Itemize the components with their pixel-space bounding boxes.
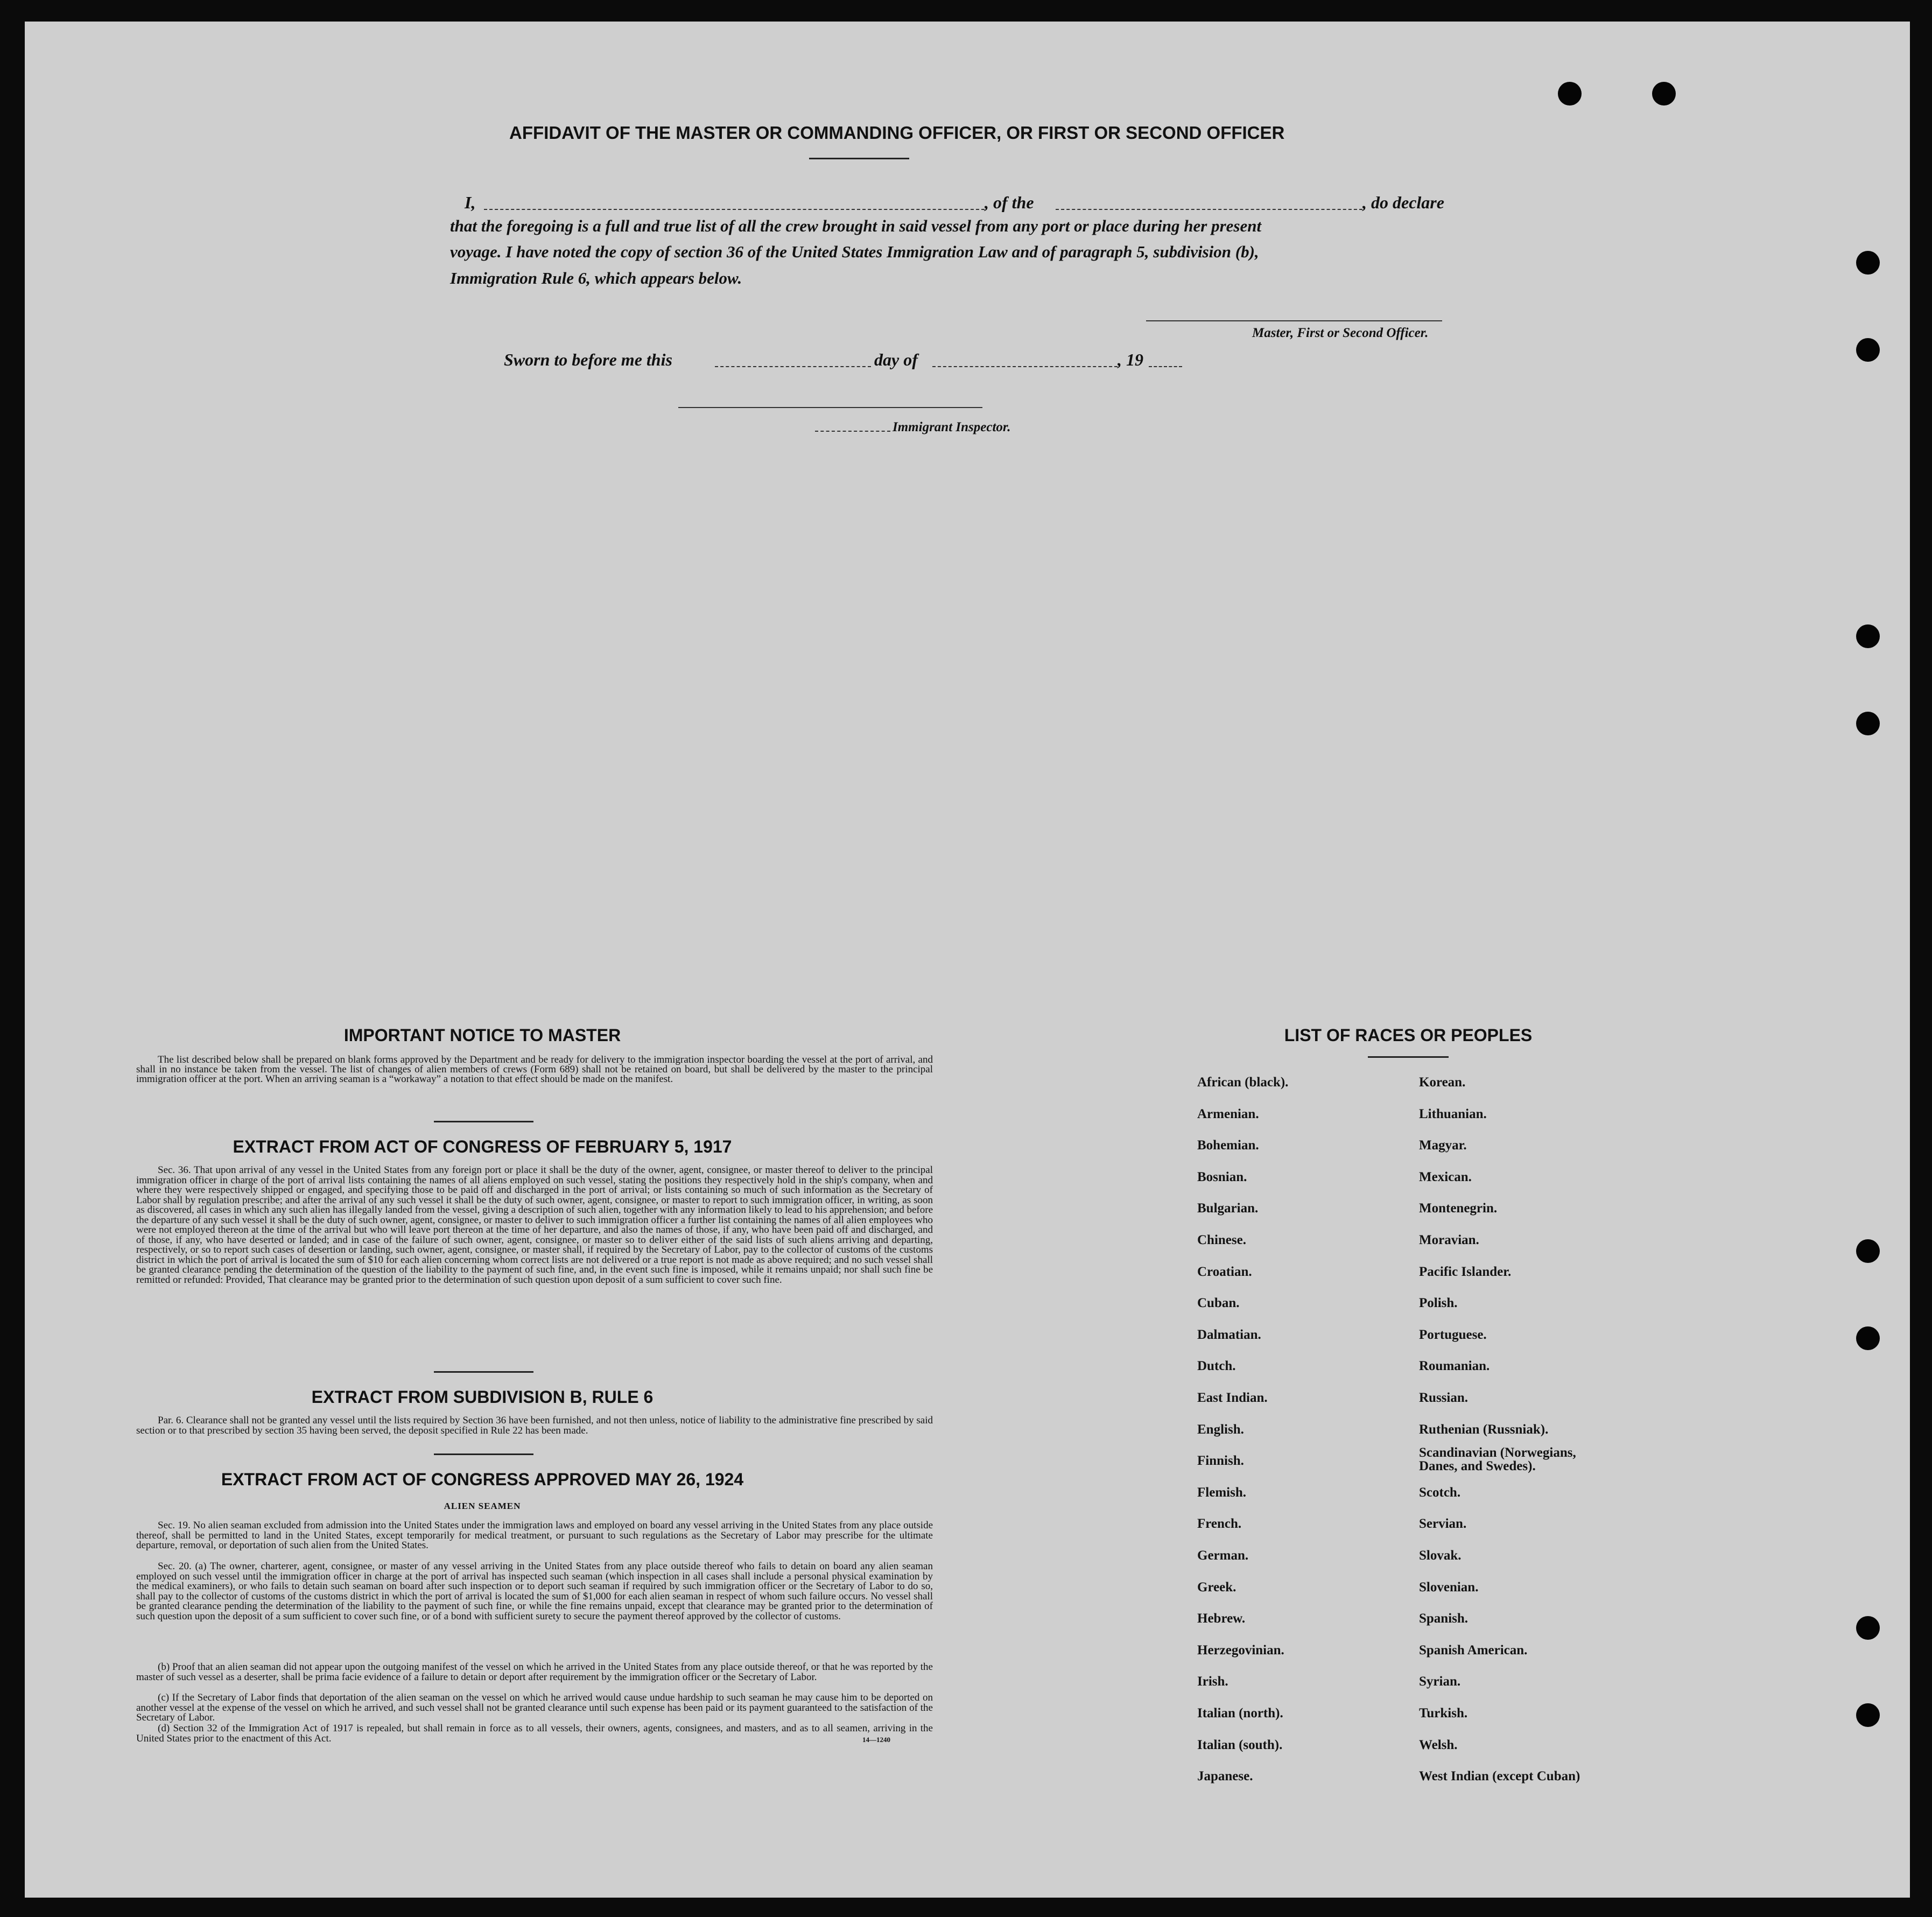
- extract-1917-title: EXTRACT FROM ACT OF CONGRESS OF FEBRUARY 5, 1917: [233, 1137, 732, 1156]
- race-item: Chinese.: [1197, 1233, 1246, 1247]
- race-item: French.: [1197, 1516, 1242, 1532]
- notice-text: The list described below shall be prepared on blank forms approved by the Department and be ready for delivery to the immigration inspector boarding the vessel at the port of arrival, and shall in no instance be taken from the vessel. The list of changes of alien members of crews (Form 689) shall not be retained on board, but shall be delivered by the master to the principal immigration officer at the port. When an arriving seaman is a “workaway” a notation to that effect should be made on the manifest.: [136, 1054, 933, 1085]
- race-item: Scandinavian (Norwegians, Danes, and Swedes).: [1419, 1445, 1576, 1474]
- race-item: East Indian.: [1197, 1391, 1268, 1405]
- race-item: Finnish.: [1197, 1453, 1244, 1469]
- master-signature-line[interactable]: [1146, 320, 1442, 321]
- race-item: Greek.: [1197, 1579, 1237, 1595]
- form-number: 14—1240: [862, 1736, 890, 1744]
- race-item: Slovak.: [1419, 1548, 1462, 1563]
- punch-hole: [1856, 1239, 1880, 1263]
- vessel-field[interactable]: [1056, 209, 1362, 210]
- affidavit-line-4: Immigration Rule 6, which appears below.: [450, 269, 742, 287]
- race-item: Cuban.: [1197, 1296, 1240, 1311]
- year-label: , 19: [1118, 350, 1143, 369]
- race-item: Hebrew.: [1197, 1611, 1246, 1626]
- notice-title: IMPORTANT NOTICE TO MASTER: [343, 1026, 621, 1045]
- extract-1924-title: EXTRACT FROM ACT OF CONGRESS APPROVED MAY 26, 1924: [221, 1470, 744, 1489]
- sec-20c-text: (c) If the Secretary of Labor finds that deportation of the alien seaman on the vessel on which he arrived would cause undue hardship to such seaman he may cause him to be deported on another vessel at the expense of the vessel on which he arrived, and such vessel shall not be granted clearance until such expense has been paid or its payment guaranteed to the satisfaction of the Secretary of Labor.: [136, 1692, 933, 1723]
- divider: [434, 1453, 533, 1455]
- punch-hole: [1856, 1326, 1880, 1350]
- race-item: Russian.: [1419, 1391, 1469, 1405]
- race-item: Mexican.: [1419, 1169, 1472, 1184]
- affidavit-i-label: I,: [465, 193, 476, 212]
- race-item: Turkish.: [1419, 1706, 1468, 1721]
- race-item: Irish.: [1197, 1674, 1228, 1689]
- race-item: Italian (north).: [1197, 1706, 1283, 1721]
- race-item: Lithuanian.: [1419, 1106, 1487, 1121]
- inspector-signature-line[interactable]: [678, 407, 982, 408]
- punch-hole: [1856, 1703, 1880, 1727]
- race-item: Bohemian.: [1197, 1138, 1259, 1153]
- race-item: Spanish.: [1419, 1611, 1469, 1626]
- race-item: Magyar.: [1419, 1138, 1467, 1153]
- divider: [809, 158, 909, 159]
- race-item: Pacific Islander.: [1419, 1264, 1512, 1279]
- race-item: Dalmatian.: [1197, 1327, 1261, 1342]
- divider: [434, 1371, 533, 1373]
- race-item: Herzegovinian.: [1197, 1642, 1284, 1658]
- race-item: Syrian.: [1419, 1674, 1461, 1689]
- sec-20b-text: (b) Proof that an alien seaman did not appear upon the outgoing manifest of the vessel on which he arrived in the United States from any place outside thereof, or that he was reported by the master of such vessel as a deserter, shall be prima facie evidence of a failure to detain or deport after requirement by the immigration officer or the Secretary of Labor.: [136, 1661, 933, 1683]
- race-item: Scotch.: [1419, 1485, 1461, 1500]
- race-item: Polish.: [1419, 1296, 1458, 1311]
- race-item: Roumanian.: [1419, 1359, 1490, 1374]
- race-item: Servian.: [1419, 1516, 1467, 1532]
- race-item: Bulgarian.: [1197, 1201, 1259, 1216]
- race-item: African (black).: [1197, 1075, 1289, 1090]
- alien-seamen-subtitle: ALIEN SEAMEN: [444, 1501, 521, 1511]
- affidavit-line-2: that the foregoing is a full and true list of all the crew brought in said vessel from any port or place during her present: [450, 216, 1262, 235]
- affidavit-declare-label: , do declare: [1362, 193, 1444, 212]
- punch-hole: [1856, 624, 1880, 648]
- punch-hole: [1856, 712, 1880, 735]
- manifest-page: [25, 22, 1910, 1898]
- inspector-prefix-line: [815, 431, 890, 432]
- sworn-month-field[interactable]: [932, 366, 1118, 367]
- extract-1917-text: Sec. 36. That upon arrival of any vessel in the United States from any foreign port or place it shall be the duty of the owner, agent, consignee, or master thereof to deliver to the principal immigration officer in charge of the port of arrival lists containing the names of all aliens employed on such vessel, stating the positions they respectively hold in the ship's company, when and where they were respectively shipped or engaged, and specifying those to be paid off and discharged in the port of arrival; or lists containing so much of such information as the Secretary of Labor shall by regulation prescribe; and after the arrival of any such vessel it shall be the duty of such owner, agent, consignee, or master to report to such immigration officer, in writing, as soon as discovered, all cases in which any such alien has illegally landed from the vessel, giving a description of such alien, together with any information likely to lead to his apprehension; and before the departure of any such vessel it shall be the duty of such owner, agent, consignee, or master to deliver to such immigration officer a further list containing the names of all alien employees who were not employed thereon at the time of the arrival but who will leave port thereon at the time of her departure, and also the names of those, if any, who have been paid off and discharged, and of those, if any, who have deserted or landed; and in case of the failure of such owner, agent, consignee, or master so to deliver either of the said lists of such aliens arriving and departing, respectively, or so to report such cases of desertion or landing, such owner, agent, consignee, or master shall, if required by the Secretary of Labor, pay to the collector of customs of the customs district in which the port of arrival is located the sum of $10 for each alien concerning whom correct lists are not delivered or a true report is not made as above required; and no such vessel shall be granted clearance pending the determination of the question of the liability to the payment of such fine, and, in the event such fine is imposed, while it remains unpaid; nor shall such fine be remitted or refunded: Provided, That clearance may be granted prior to the determination of such question upon deposit of a sum sufficient to cover such fine.: [136, 1164, 933, 1286]
- race-item: Bosnian.: [1197, 1169, 1247, 1184]
- race-item: Dutch.: [1197, 1359, 1236, 1374]
- affidavit-title: AFFIDAVIT OF THE MASTER OR COMMANDING OFFICER, OR FIRST OR SECOND OFFICER: [509, 123, 1285, 143]
- extract-rule6-text: Par. 6. Clearance shall not be granted any vessel until the lists required by Section 36 have been furnished, and not then unless, notice of liability to the administrative fine prescribed by said section or to that prescribed by section 35 having been served, the deposit specified in Rule 22 has been made.: [136, 1415, 933, 1436]
- punch-hole: [1652, 82, 1676, 106]
- sworn-year-field[interactable]: [1149, 366, 1182, 367]
- race-item: Italian (south).: [1197, 1737, 1283, 1752]
- race-item: Portuguese.: [1419, 1327, 1487, 1342]
- punch-hole: [1856, 338, 1880, 362]
- sec-20a-text: Sec. 20. (a) The owner, charterer, agent, consignee, or master of any vessel arriving in the United States from any place outside thereof who fails to detain on board any alien seaman employed on such vessel until the immigration officer in charge at the port of arrival has inspected such seaman (which inspection in all cases shall include a personal physical examination by the medical examiners), or who fails to detain such seaman on board after such inspection or to deport such seaman if required by such immigration officer or the Secretary of Labor to do so, shall pay to the collector of customs of the customs district in which the port of arrival is located the sum of $1,000 for each alien seaman in respect of whom such failure occurs. No vessel shall be granted clearance pending the determination of the liability to the payment of such fine, or while the fine remains unpaid, except that clearance may be granted prior to the determination of such question upon the deposit of a sum sufficient to cover such fine, or of a bond with sufficient surety to secure the payment thereof approved by the collector of customs.: [136, 1561, 933, 1622]
- master-signature-label: Master, First or Second Officer.: [1252, 326, 1429, 340]
- race-item: English.: [1197, 1422, 1244, 1437]
- divider: [1368, 1056, 1449, 1058]
- punch-hole: [1856, 1616, 1880, 1640]
- day-of-label: day of: [874, 350, 918, 369]
- race-item: Spanish American.: [1419, 1642, 1528, 1658]
- affidavit-of-the-label: , of the: [985, 193, 1034, 212]
- race-item: Slovenian.: [1419, 1579, 1479, 1595]
- race-item: Welsh.: [1419, 1737, 1458, 1752]
- sec-19-text: Sec. 19. No alien seaman excluded from admission into the United States under the immigration laws and employed on board any vessel arriving in the United States from any place outside thereof, shall be permitted to land in the United States, except temporarily for medical treatment, or pursuant to such regulations as the Secretary of Labor may prescribe for the ultimate departure, removal, or deportation of such alien from the United States.: [136, 1520, 933, 1551]
- race-item: Japanese.: [1197, 1769, 1253, 1784]
- sworn-label: Sworn to before me this: [504, 350, 672, 369]
- affidavit-line-3: voyage. I have noted the copy of section 36 of the United States Immigration Law and of paragraph 5, subdivision (b),: [450, 242, 1259, 261]
- sec-20d-text: (d) Section 32 of the Immigration Act of 1917 is repealed, but shall remain in force as to all vessels, their owners, agents, consignees, and masters, and as to all seamen, arriving in the United States prior to the enactment of this Act.: [136, 1723, 933, 1744]
- punch-hole: [1856, 251, 1880, 275]
- race-item: Montenegrin.: [1419, 1201, 1498, 1216]
- race-item: West Indian (except Cuban): [1419, 1769, 1580, 1784]
- race-item: Ruthenian (Russniak).: [1419, 1422, 1549, 1437]
- divider: [434, 1121, 533, 1122]
- sworn-day-field[interactable]: [715, 366, 871, 367]
- name-field[interactable]: [484, 209, 985, 210]
- race-item: Flemish.: [1197, 1485, 1246, 1500]
- race-item: Korean.: [1419, 1075, 1466, 1090]
- races-title: LIST OF RACES OR PEOPLES: [1284, 1026, 1533, 1045]
- race-item: Moravian.: [1419, 1233, 1479, 1247]
- race-item: German.: [1197, 1548, 1249, 1563]
- race-item: Croatian.: [1197, 1264, 1252, 1279]
- punch-hole: [1558, 82, 1582, 106]
- extract-rule6-title: EXTRACT FROM SUBDIVISION B, RULE 6: [311, 1387, 654, 1407]
- inspector-label: Immigrant Inspector.: [893, 420, 1011, 434]
- race-item: Armenian.: [1197, 1106, 1259, 1121]
